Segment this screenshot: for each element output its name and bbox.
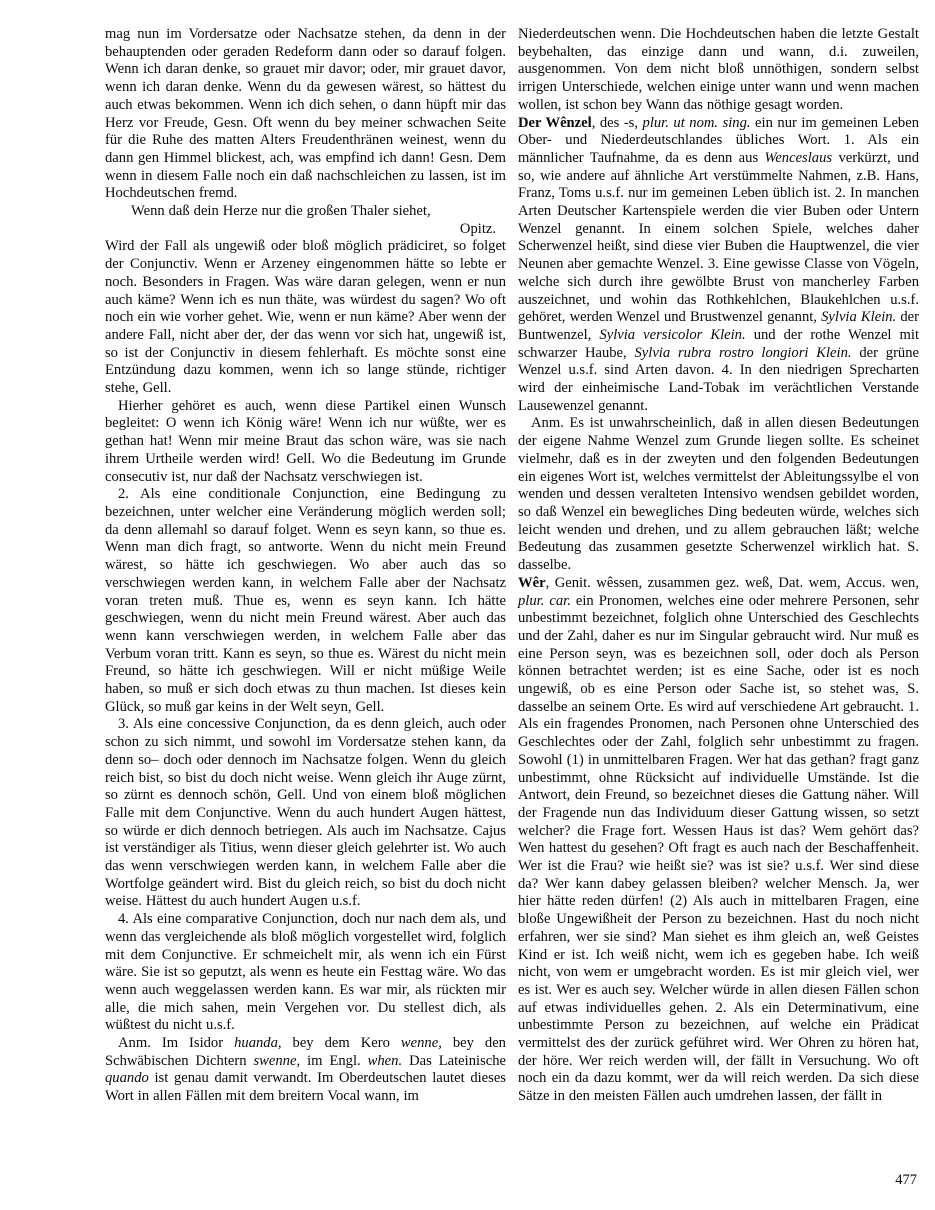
page-number: 477	[895, 1172, 917, 1188]
paragraph-anmerkung-wenn: Anm. Im Isidor huanda, bey dem Kero wenne, bey den Schwäbischen Dichtern swenne, im Engl. when. Das Lateinische quando ist genau damit verwandt. Im Oberdeutschen lautet dieses Wort in allen Fällen mit dem breitern Vocal wann, im	[105, 1035, 506, 1105]
paragraph-conjunctiv: Wird der Fall als ungewiß oder bloß möglich prädiciret, so folget der Conjunctiv. Wenn er Arzeney eingenommen hätte so lebte er noch. Besonders in Fragen. Was wäre daran gelegen, wenn er nun auch käme? Wenn ich es nun thäte, was würdest du sagen? Wo oft noch ein wie vorher gehet. Wie, wenn er nun käme? Aber wenn der andere Fall, nicht aber der, der das wenn vor sich hat, ungewiß ist, so ist der Conjunctiv in diesem fehlerhaft. Es möchte sonst eine Entzündung dazu kommen, wenn ich so lange stünde, richtiger stehe, Gell.	[105, 238, 506, 397]
paragraph-wunsch: Hierher gehöret es auch, wenn diese Partikel einen Wunsch begleitet: O wenn ich König wäre! Wenn ich nur wüßte, wer es gethan hat! Wenn mir meine Braut das schon wäre, was sie nach ihrem Urtheile werden wird! Gell. Wo die Bedeutung im Grunde consecutiv ist, nur daß der Nachsatz verschwiegen ist.	[105, 397, 506, 485]
verse-attribution: Opitz.	[459, 220, 496, 237]
paragraph-comparative: 4. Als eine comparative Conjunction, doch nur nach dem als, und wenn das vergleichende als bloß möglich vorgestellet wird, folglich mit dem Conjunctive. Er schmeichelt mir, als wenn ich ein Fürst wäre. Sie ist so geputzt, als wenn es heute ein Festtag wäre. Wo das wenn auch weggelassen werden kann. Es war mir, als rückten mir alle, die mich sahen, mein Vergehen vor. Du stellest dich, als wüßtest du nicht u.s.f.	[105, 911, 506, 1034]
paragraph-conditionale: 2. Als eine conditionale Conjunction, eine Bedingung zu bezeichnen, unter welcher eine Veränderung möglich werden soll; da denn allemahl so darauf folget. Wenn es seyn kann, so thue es. Wenn man dich fragt, so antworte. Wenn du nicht mein Freund wärest, so hätte ich geschwiegen. Wo aber auch das so verschwiegen werden kann, in welchem Falle aber der Nachsatz voran treten muß. Thue es, wenn es seyn kann. Ich hätte geschwiegen, wenn du nicht mein Freund wärest. Aber auch das wenn kann verschwiegen werden, in welchem Falle aber das Verbum voran tritt. Kann es seyn, so thue es. Wärest du nicht mein Freund, so hätte ich geschwiegen. Will er nicht müßige Weile haben, so muß er sich doch etwas zu thun machen. Ist dieses kein Glück, so muß gar keins in der Welt seyn, Gell.	[105, 486, 506, 715]
paragraph-wenn-vordersatz: mag nun im Vordersatze oder Nachsatze stehen, da denn in der behauptenden oder geraden Redeform dann oder so darauf folgen. Wenn ich daran denke, so grauet mir davor; oder, mir grauet davor, wenn ich daran denke. Wenn du da gewesen wärest, so hättest du auch etwas bekommen. Wenn ich dich sehen, o dann hüpft mir das Herz vor Freude, Gesn. Oft wenn du bey meiner schwachen Seite für die Ruhe des matten Alters Freudenthränen weinest, wenn du dann gen Himmel blickest, ach, was empfind ich dann! Gesn. Dem wenn in diesem Falle noch ein daß nachschleichen zu lassen, ist im Hochdeutschen fremd.	[105, 26, 506, 202]
entry-wenzel: Der Wênzel, des -s, plur. ut nom. sing. ein nur im gemeinen Leben Ober- und Niederdeutschlandes übliches Wort. 1. Als ein männlicher Taufnahme, da es denn aus Wenceslaus verkürzt, und so, wie andere auf ähnliche Art verstümmelte Nahmen, z.B. Hans, Franz, Toms u.s.f. nur im gemeinen Leben üblich ist. 2. In manchen Arten Deutscher Kartenspiele werden die vier Buben oder Untern Wenzel genannt. In einem solchen Spiele, welches daher Scherwenzel heißt, sind diese vier Buben die Hauptwenzel, die vier Neunen aber gemachte Wenzel. 3. Eine gewisse Classe von Vögeln, welche sich durch ihre gewölbte Brust von mancherley Farben auszeichnet, und wohin das Rothkehlchen, Blaukehlchen u.s.f. gehöret, werden Wenzel und Brustwenzel genannt, Sylvia Klein. der Buntwenzel, Sylvia versicolor Klein. und der rothe Wenzel mit schwarzer Haube, Sylvia rubra rostro longiori Klein. der grüne Wenzel u.s.f. sind Arten davon. 4. In den niedrigen Sprecharten wird der einheimische Land-Tobak im verächtlichen Verstande Lausewenzel genannt.	[518, 114, 920, 414]
paragraph-concessive: 3. Als eine concessive Conjunction, da es denn gleich, auch oder schon zu sich nimmt, und sowohl im Vordersatze stehen kann, da denn so– doch oder dennoch im Nachsatze folgen. Wenn du gleich reich bist, so bist du doch nicht weise. Wenn gleich ihr Auge zürnt, so zürnt es dennoch schön, Gell. Und von einem bloß möglichen Falle mit dem Conjunctive. Wenn du auch hundert Augen hättest, so würde er dich dennoch betriegen. Als auch im Nachsatze. Cajus ist verständiger als Titius, wenn dieser gleich gelehrter ist. Wo auch das wenn verschwiegen werden kann, in welchem Falle aber die Wortfolge geändert wird. Bist du gleich reich, so bist du doch nicht weise. Hättest du auch hundert Augen u.s.f.	[105, 716, 506, 910]
verse-line: Wenn daß dein Herze nur die großen Thaler siehet,	[131, 203, 431, 220]
right-column	[518, 26, 919, 1106]
paragraph-niederdeutschen: Niederdeutschen wenn. Die Hochdeutschen haben die letzte Gestalt beybehalten, das einzige dann und wann, d.i. zuweilen, ausgenommen. Von dem nicht bloß unnöthigen, sondern selbst irrigen Unterschiede, welchen einige unter wann und wenn machen wollen, ist schon bey Wann das nöthige gesagt worden.	[518, 26, 919, 113]
paragraph-anmerkung-wenzel: Anm. Es ist unwahrscheinlich, daß in allen diesen Bedeutungen der eigene Nahme Wenzel zum Grunde liegen sollte. Es scheinet vielmehr, daß es in der zweyten und den folgenden Bedeutungen ein eigenes Wort ist, welches vermittelst der Ableitungssylbe el von wenden und dessen veralteten Intensivo wendsen gebildet worden, so daß Wenzel ein bewegliches Ding bedeuten würde, welches sich leicht wenden und drehen, und zu allem gebrauchen läßt; welche Bedeutung das zusammen gesetzte Scherwenzel wirklich hat. S. dasselbe.	[518, 415, 919, 574]
text-columns	[105, 26, 919, 1106]
left-column	[105, 26, 506, 1106]
entry-wer: Wêr, Genit. wêssen, zusammen gez. weß, Dat. wem, Accus. wen, plur. car. ein Pronomen, welches eine oder mehrere Personen, sehr unbestimmt bezeichnet, folglich ohne Unterschied des Geschlechts und der Zahl, daher es nur im Singular gebraucht wird. Nur muß es eine Person seyn, was es bezeichnen soll, oder doch als Person können betrachtet werden; ist es eine Sache, oder ist es noch ungewiß, ob es eine Person oder Sache ist, so stehet was, S. dasselbe an seinem Orte. Es wird auf verschiedene Art gebraucht. 1. Als ein fragendes Pronomen, nach Personen ohne Unterschied des Geschlechtes oder der Zahl, folglich sehr unbestimmt zu fragen. Sowohl (1) in unmittelbaren Fragen. Wer hat das gethan? fragt ganz unbestimmt, ohne Rücksicht auf individuelle Umstände. Ist die Antwort, dein Freund, so bezeichnet dieses die Gattung näher. Will der Fragende nun das Individuum dieser Gattung wissen, so setzt welcher? die Frage fort. Wessen Haus ist das? Wem gehört das? Wen hattest du gesehen? Oft fragt es auch nach der Beschaffenheit. Wer ist die Frau? wie heißt sie? was ist sie? u.s.f. Wer sind diese da? Wer kann dabey gelassen bleiben? welcher Mensch. Ja, wer hier hätte reden dürfen! (2) Als auch in mittelbaren Fragen, eine bloße Ungewißheit der Person zu bezeichnen. Hast du noch nicht erfahren, wer sie sind? Man siehet es ihm gleich an, weß Geistes Kind er ist. Ich weiß nicht, wem ich es gegeben habe. Ich weiß nicht, von wem er umgebracht worden. Es ist mir gleich viel, wer es ist. Wer es auch sey. Welcher würde in allen diesen Fällen schon auf etwas individuelles gehen. 2. Als ein Determinativum, eine unbestimmte Person zu bezeichnen, auf welche ein Prädicat vermittelst des der zurück geführet wird. Wer Ohren zu hören hat, der höre. Wer reich werden will, der fällt in Versuchung. Wo oft noch ein da dazu kommt, wer da will reich werden. Da sich diese Sätze in den meisten Fällen auch umdrehen lassen, der fällt in	[518, 574, 920, 1105]
